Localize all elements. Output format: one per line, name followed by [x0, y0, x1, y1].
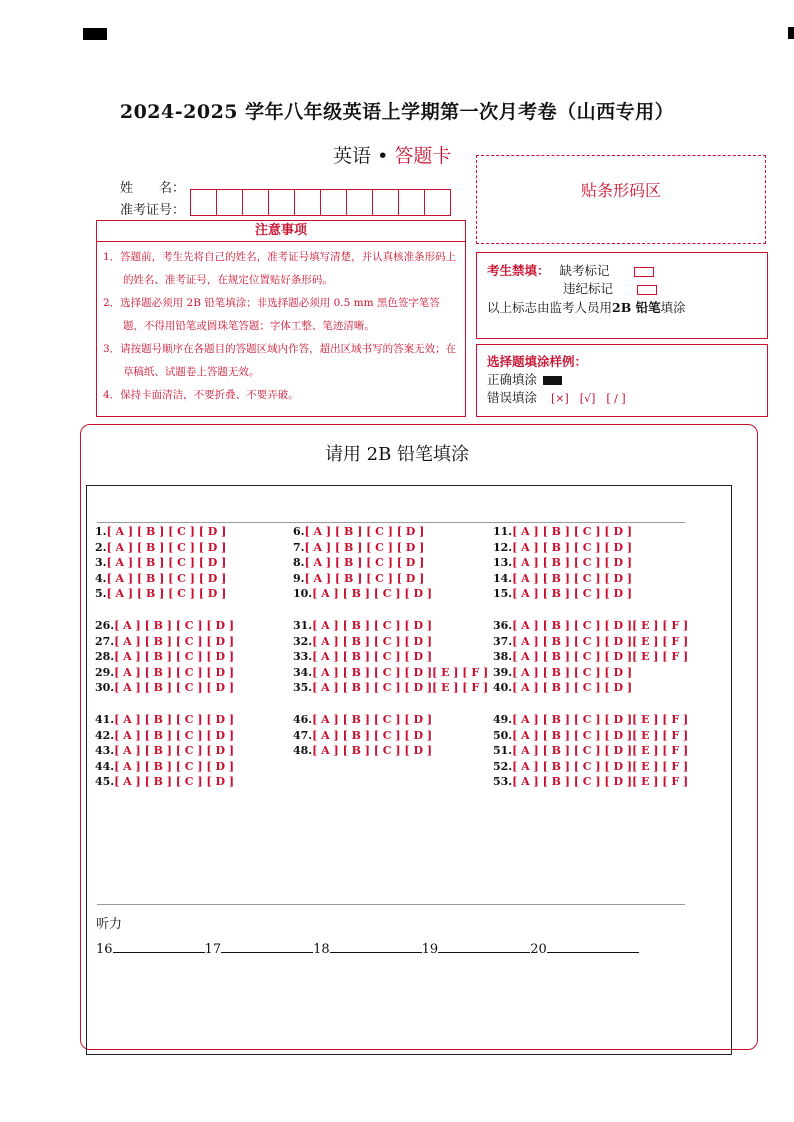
correct-fill-label: 正确填涂	[487, 372, 538, 387]
question-row[interactable]	[493, 649, 688, 665]
question-number: 3.	[95, 556, 107, 570]
question-number: 10.	[293, 587, 313, 601]
question-row[interactable]	[493, 743, 688, 759]
fill-sample-box	[476, 344, 768, 417]
exam-id-digit-box[interactable]	[424, 189, 451, 216]
question-row[interactable]	[293, 649, 488, 665]
question-number: 39.	[493, 665, 513, 679]
notice-list	[96, 242, 466, 417]
question-number: 33.	[293, 650, 313, 664]
answer-options[interactable]: [ A ] [ B ] [ C ] [ D ]	[114, 744, 235, 758]
answer-options[interactable]: [ A ] [ B ] [ C ] [ D ]	[512, 587, 633, 601]
proctor-note-prefix: 以上标志由监考人员用	[487, 300, 613, 315]
answer-options[interactable]: [ A ] [ B ] [ C ] [ D ]	[304, 540, 425, 554]
position-mark-left	[83, 28, 107, 40]
question-number: 36.	[493, 618, 513, 632]
question-group	[95, 712, 234, 790]
question-number: 7.	[293, 540, 305, 554]
question-group	[293, 618, 488, 696]
answer-options[interactable]: [ A ] [ B ] [ C ] [ D ]	[512, 525, 633, 538]
question-row[interactable]	[293, 728, 488, 744]
question-number: 38.	[493, 650, 513, 664]
answer-options[interactable]: [ A ] [ B ] [ C ] [ D ]	[512, 540, 633, 554]
wrong-fill-examples: [×] [√] [ / ]	[551, 392, 626, 405]
question-group	[493, 712, 688, 790]
question-row[interactable]	[493, 712, 688, 728]
question-number: 11.	[493, 525, 513, 538]
exam-id-digit-box[interactable]	[320, 189, 347, 216]
question-number: 32.	[293, 634, 313, 648]
answer-options[interactable]: [ A ] [ B ] [ C ] [ D ]	[512, 665, 633, 679]
question-number: 43.	[95, 744, 115, 758]
answer-blank[interactable]	[438, 940, 530, 953]
blank-number: 18	[313, 942, 330, 957]
page-title: 2024-2025 学年八年级英语上学期第一次月考卷（山西专用）	[119, 101, 675, 123]
listening-title: 听力	[96, 917, 123, 932]
answer-options[interactable]: [ A ] [ B ] [ C ] [ D ]	[106, 540, 227, 554]
subtitle-dot: •	[377, 145, 389, 167]
question-number: 34.	[293, 665, 313, 679]
question-row[interactable]	[493, 618, 688, 634]
notice-item: 3．请按题号顺序在各题目的答题区域内作答，超出区域书写的答案无效；在草稿纸、试题卷上答题无效。	[103, 343, 457, 378]
question-row[interactable]	[95, 774, 234, 790]
answer-options[interactable]: [ A ] [ B ] [ C ] [ D ][ E ] [ F ]	[512, 650, 689, 664]
answer-blank[interactable]	[547, 940, 639, 953]
question-number: 29.	[95, 665, 115, 679]
notice-heading: 注意事项	[96, 220, 466, 242]
proctor-note-suffix: 填涂	[660, 300, 686, 315]
question-number: 1.	[95, 525, 107, 538]
answer-options[interactable]: [ A ] [ B ] [ C ] [ D ]	[114, 681, 235, 695]
exam-id-digit-box[interactable]	[372, 189, 399, 216]
question-row[interactable]	[293, 586, 488, 602]
answer-options[interactable]: [ A ] [ B ] [ C ] [ D ]	[312, 587, 433, 601]
question-row[interactable]	[493, 540, 688, 556]
pencil-instruction: 请用 2B 铅笔填涂	[324, 444, 470, 465]
question-number: 52.	[493, 759, 513, 773]
barcode-area	[476, 155, 766, 244]
question-group	[95, 524, 234, 602]
notice-item: 1．答题前，考生先将自己的姓名，准考证号填写清楚，并认真核准条形码上的姓名、准考证号，在规定位置贴好条形码。	[103, 251, 457, 286]
subtitle-subject: 英语	[333, 145, 372, 167]
question-row[interactable]	[293, 618, 488, 634]
question-number: 46.	[293, 712, 313, 726]
subtitle-answer-card: 答题卡	[394, 145, 452, 167]
exam-id-digit-box[interactable]	[268, 189, 295, 216]
question-number: 40.	[493, 681, 513, 695]
question-row[interactable]	[95, 728, 234, 744]
answer-column	[95, 524, 234, 806]
blank-number: 17	[204, 942, 222, 957]
answer-options[interactable]: [ A ] [ B ] [ C ] [ D ]	[312, 712, 433, 726]
exam-id-label: 准考证号：	[120, 203, 186, 218]
listening-blanks	[96, 940, 639, 957]
question-group	[95, 618, 234, 696]
question-number: 14.	[493, 571, 513, 585]
question-number: 28.	[95, 650, 115, 664]
question-number: 42.	[95, 728, 115, 742]
question-number: 9.	[293, 571, 305, 585]
notice-item: 2．选择题必须用 2B 铅笔填涂；非选择题必须用 0.5 mm 黑色签字笔答题，不得用铅笔或圆珠笔答题；字体工整、笔迹清晰。	[103, 297, 440, 332]
answer-options[interactable]: [ A ] [ B ] [ C ] [ D ]	[114, 728, 235, 742]
question-row[interactable]	[95, 759, 234, 775]
question-number: 37.	[493, 634, 513, 648]
answer-column	[493, 524, 688, 806]
question-row[interactable]	[95, 712, 234, 728]
question-row[interactable]	[95, 540, 234, 556]
answer-options[interactable]: [ A ] [ B ] [ C ] [ D ][ E ] [ F ]	[512, 759, 689, 773]
answer-column	[293, 524, 488, 775]
absent-label: 缺考标记	[559, 263, 610, 278]
question-number: 4.	[95, 571, 107, 585]
question-row[interactable]	[293, 540, 488, 556]
exam-id-digit-box[interactable]	[242, 189, 269, 216]
position-mark-right	[788, 27, 794, 39]
blank-number: 20	[530, 942, 547, 957]
question-number: 31.	[293, 618, 313, 632]
blank-number: 16	[96, 942, 113, 957]
answer-options[interactable]: [ A ] [ B ] [ C ] [ D ]	[114, 618, 235, 632]
answer-options[interactable]: [ A ] [ B ] [ C ] [ D ]	[106, 587, 227, 601]
answer-options[interactable]: [ A ] [ B ] [ C ] [ D ]	[114, 634, 235, 648]
question-number: 8.	[293, 556, 305, 570]
question-row[interactable]	[493, 586, 688, 602]
exam-id-digit-box[interactable]	[398, 189, 425, 216]
answer-options[interactable]: [ A ] [ B ] [ C ] [ D ][ E ] [ F ]	[512, 728, 689, 742]
answer-options[interactable]: [ A ] [ B ] [ C ] [ D ][ E ] [ F ]	[512, 744, 689, 758]
answer-options[interactable]: [ A ] [ B ] [ C ] [ D ]	[106, 525, 227, 538]
answer-options[interactable]: [ A ] [ B ] [ C ] [ D ]	[312, 618, 433, 632]
question-row[interactable]	[493, 680, 688, 696]
question-number: 48.	[293, 744, 313, 758]
question-number: 51.	[493, 744, 513, 758]
answer-options[interactable]: [ A ] [ B ] [ C ] [ D ]	[106, 571, 227, 585]
wrong-fill-label: 错误填涂	[487, 390, 538, 405]
divider-line	[97, 522, 685, 523]
answer-options[interactable]: [ A ] [ B ] [ C ] [ D ][ E ] [ F ]	[512, 618, 689, 632]
question-row[interactable]	[293, 524, 488, 540]
name-label: 姓 名：	[120, 181, 186, 196]
absent-mark-box[interactable]	[634, 267, 654, 277]
question-number: 2.	[95, 540, 107, 554]
proctor-note	[487, 298, 686, 316]
answer-options[interactable]: [ A ] [ B ] [ C ] [ D ]	[512, 681, 633, 695]
question-number: 44.	[95, 759, 115, 773]
answer-blank[interactable]	[221, 940, 313, 953]
violation-label: 违纪标记	[563, 281, 614, 296]
answer-options[interactable]: [ A ] [ B ] [ C ] [ D ]	[312, 728, 433, 742]
question-number: 49.	[493, 712, 513, 726]
question-row[interactable]	[95, 524, 234, 540]
answer-options[interactable]: [ A ] [ B ] [ C ] [ D ]	[106, 556, 227, 570]
question-row[interactable]	[493, 634, 688, 650]
question-number: 6.	[293, 525, 305, 538]
question-row[interactable]	[293, 665, 488, 681]
question-number: 27.	[95, 634, 115, 648]
answer-options[interactable]: [ A ] [ B ] [ C ] [ D ]	[304, 556, 425, 570]
question-row[interactable]	[95, 665, 234, 681]
answer-options[interactable]: [ A ] [ B ] [ C ] [ D ][ E ] [ F ]	[512, 712, 689, 726]
question-row[interactable]	[493, 555, 688, 571]
question-row[interactable]	[95, 586, 234, 602]
notice-item: 4．保持卡面清洁，不要折叠、不要弄破。	[103, 389, 299, 401]
question-number: 13.	[493, 556, 513, 570]
question-row[interactable]	[493, 759, 688, 775]
answer-options[interactable]: [ A ] [ B ] [ C ] [ D ][ E ] [ F ]	[312, 681, 489, 695]
question-group	[493, 618, 688, 696]
question-row[interactable]	[293, 680, 488, 696]
blank-number: 19	[421, 942, 439, 957]
answer-options[interactable]: [ A ] [ B ] [ C ] [ D ]	[512, 556, 633, 570]
question-group	[493, 524, 688, 602]
exam-id-digit-box[interactable]	[190, 189, 217, 216]
question-row[interactable]	[95, 743, 234, 759]
card-subtitle	[333, 141, 451, 168]
answer-options[interactable]: [ A ] [ B ] [ C ] [ D ]	[114, 775, 235, 789]
question-number: 45.	[95, 775, 115, 789]
question-row[interactable]	[493, 774, 688, 790]
question-row[interactable]	[293, 555, 488, 571]
answer-blank[interactable]	[113, 940, 205, 953]
question-number: 5.	[95, 587, 107, 601]
answer-options[interactable]: [ A ] [ B ] [ C ] [ D ][ E ] [ F ]	[512, 775, 689, 789]
question-row[interactable]	[95, 555, 234, 571]
question-number: 35.	[293, 681, 313, 695]
answer-options[interactable]: [ A ] [ B ] [ C ] [ D ]	[312, 650, 433, 664]
exam-id-digit-box[interactable]	[294, 189, 321, 216]
divider-line	[97, 904, 685, 905]
question-row[interactable]	[95, 680, 234, 696]
answer-blank[interactable]	[330, 940, 422, 953]
answer-options[interactable]: [ A ] [ B ] [ C ] [ D ]	[114, 712, 235, 726]
question-row[interactable]	[493, 571, 688, 587]
answer-options[interactable]: [ A ] [ B ] [ C ] [ D ]	[312, 744, 433, 758]
question-number: 53.	[493, 775, 513, 789]
question-number: 15.	[493, 587, 513, 601]
barcode-label: 贴条形码区	[580, 181, 661, 200]
answer-options[interactable]: [ A ] [ B ] [ C ] [ D ][ E ] [ F ]	[512, 634, 689, 648]
question-number: 30.	[95, 681, 115, 695]
question-row[interactable]	[293, 743, 488, 759]
answer-options[interactable]: [ A ] [ B ] [ C ] [ D ]	[114, 759, 235, 773]
proctor-note-bold: 2B 铅笔	[612, 300, 661, 315]
question-row[interactable]	[95, 618, 234, 634]
sample-heading: 选择题填涂样例：	[487, 354, 588, 369]
proctor-heading: 考生禁填：	[487, 263, 550, 278]
exam-id-digit-box[interactable]	[346, 189, 373, 216]
question-number: 47.	[293, 728, 313, 742]
question-row[interactable]	[95, 571, 234, 587]
question-number: 41.	[95, 712, 115, 726]
question-row[interactable]	[293, 571, 488, 587]
question-row[interactable]	[493, 665, 688, 681]
answer-options[interactable]: [ A ] [ B ] [ C ] [ D ][ E ] [ F ]	[312, 665, 489, 679]
answer-options[interactable]: [ A ] [ B ] [ C ] [ D ]	[512, 571, 633, 585]
exam-id-boxes[interactable]	[190, 189, 450, 216]
question-number: 50.	[493, 728, 513, 742]
exam-id-digit-box[interactable]	[216, 189, 243, 216]
answer-options[interactable]: [ A ] [ B ] [ C ] [ D ]	[304, 525, 425, 538]
question-row[interactable]	[493, 524, 688, 540]
question-row[interactable]	[95, 649, 234, 665]
question-row[interactable]	[95, 634, 234, 650]
answer-options[interactable]: [ A ] [ B ] [ C ] [ D ]	[312, 634, 433, 648]
question-group	[293, 524, 488, 602]
answer-options[interactable]: [ A ] [ B ] [ C ] [ D ]	[304, 571, 425, 585]
question-row[interactable]	[293, 712, 488, 728]
answer-options[interactable]: [ A ] [ B ] [ C ] [ D ]	[114, 650, 235, 664]
question-group	[293, 712, 488, 759]
answer-options[interactable]: [ A ] [ B ] [ C ] [ D ]	[114, 665, 235, 679]
violation-mark-box[interactable]	[637, 285, 657, 295]
question-row[interactable]	[493, 728, 688, 744]
question-row[interactable]	[293, 634, 488, 650]
question-number: 26.	[95, 618, 115, 632]
proctor-only-box	[476, 252, 768, 339]
correct-fill-example	[543, 376, 562, 385]
question-number: 12.	[493, 540, 513, 554]
